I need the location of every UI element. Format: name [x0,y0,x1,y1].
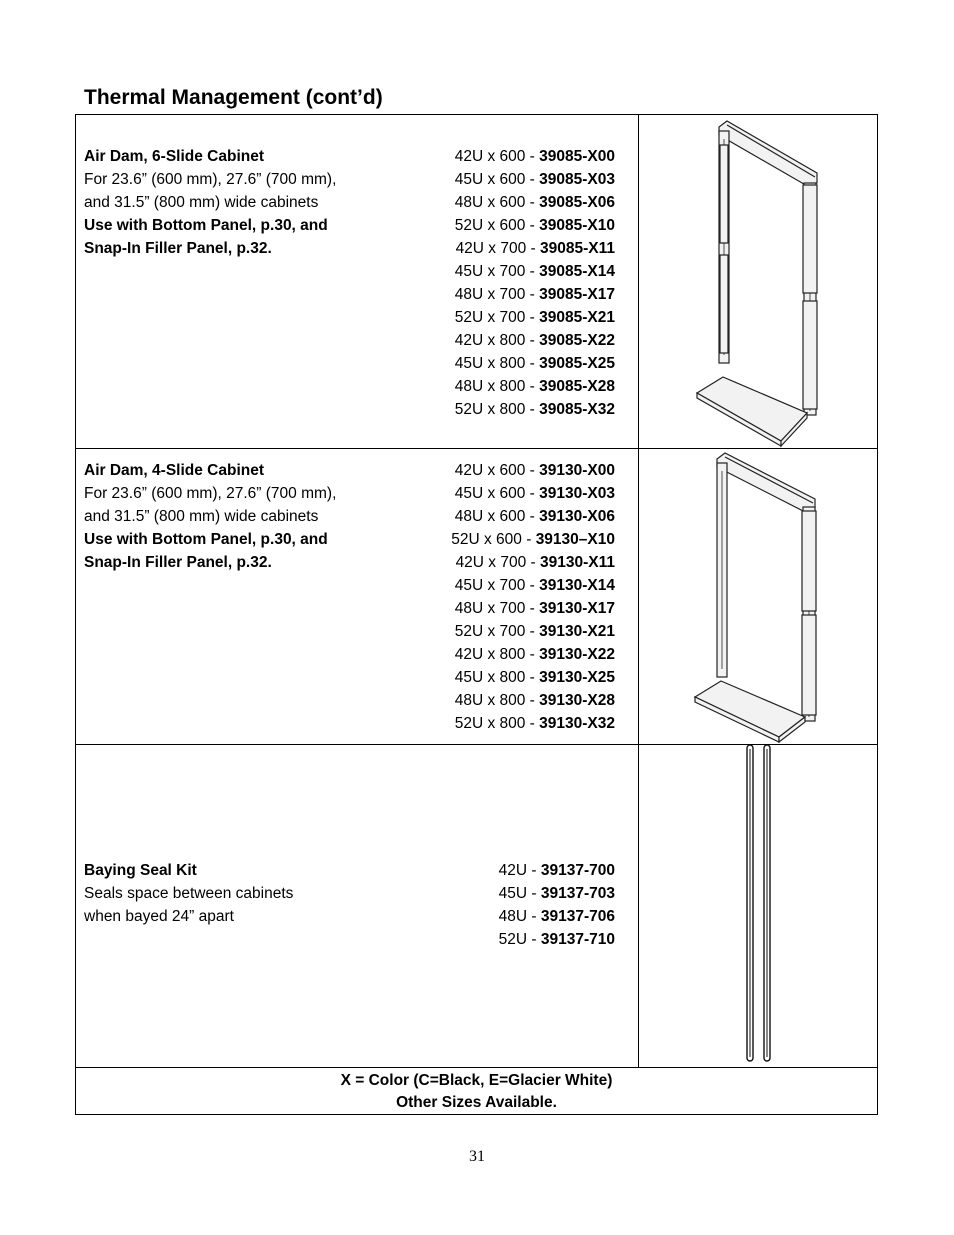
part-size: 45U x 600 - [454,171,540,188]
product-desc-line: and 31.5” (800 mm) wide cabinets [84,508,319,525]
product-description [84,859,293,928]
part-item [451,459,615,482]
product-description [84,459,336,574]
part-size: 52U - [498,931,541,948]
part-item [499,859,615,882]
part-item [455,145,615,168]
part-number: 39085-X32 [539,401,615,418]
part-size: 48U x 600 - [454,508,540,525]
part-item [451,620,615,643]
part-size: 42U x 600 - [454,462,540,479]
product-note-line: Use with Bottom Panel, p.30, and [84,531,328,548]
product-illustration-air-dam-4-slide [639,449,877,744]
part-item [455,191,615,214]
part-size: 45U x 700 - [454,263,540,280]
part-item [451,643,615,666]
part-item [451,666,615,689]
product-description [84,145,336,260]
product-desc-line: Seals space between cabinets [84,885,294,902]
part-number: 39130-X22 [539,646,615,663]
part-number: 39085-X11 [540,240,615,257]
product-desc-line: and 31.5” (800 mm) wide cabinets [84,194,319,211]
part-item [455,237,615,260]
part-item [451,712,615,735]
part-size: 45U x 800 - [454,669,540,686]
part-number: 39130-X32 [539,715,615,732]
part-item [455,375,615,398]
part-size: 42U x 600 - [454,148,540,165]
part-item [455,283,615,306]
part-number: 39085-X00 [539,148,615,165]
product-note-line: Use with Bottom Panel, p.30, and [84,217,328,234]
product-name: Air Dam, 6-Slide Cabinet [84,148,265,165]
product-name: Air Dam, 4-Slide Cabinet [84,462,265,479]
part-number: 39130-X17 [539,600,615,617]
part-item [451,528,615,551]
part-size: 52U x 600 - [451,531,536,548]
part-size: 42U x 800 - [454,332,540,349]
product-row-baying-seal-kit [76,745,877,1068]
part-size: 52U x 800 - [454,715,540,732]
part-item [499,905,615,928]
part-size: 48U x 700 - [454,600,540,617]
part-number: 39130–X10 [535,531,615,548]
product-note-line: Snap-In Filler Panel, p.32. [84,554,272,571]
part-number: 39130-X06 [539,508,615,525]
part-size: 52U x 700 - [454,623,540,640]
part-size: 48U x 800 - [454,692,540,709]
part-number: 39130-X11 [540,554,615,571]
part-item [451,551,615,574]
part-number: 39130-X28 [539,692,615,709]
part-item [455,398,615,421]
part-size: 52U x 600 - [454,217,540,234]
part-size: 52U x 800 - [454,401,540,418]
product-desc-line: when bayed 24” apart [84,908,234,925]
part-item [451,574,615,597]
part-item [451,689,615,712]
part-item [455,214,615,237]
table-footer [76,1068,877,1114]
part-item [455,306,615,329]
product-illustration-air-dam-6-slide [639,115,877,448]
part-item [455,352,615,375]
product-row-air-dam-6-slide [76,115,877,449]
part-item [451,597,615,620]
product-name: Baying Seal Kit [84,862,197,879]
part-number: 39085-X03 [539,171,615,188]
part-number: 39137-700 [540,862,615,879]
part-item [499,928,615,951]
part-size: 48U x 800 - [454,378,540,395]
page-title: Thermal Management (cont’d) [84,86,383,109]
product-desc-line: For 23.6” (600 mm), 27.6” (700 mm), [84,485,337,502]
product-desc-line: For 23.6” (600 mm), 27.6” (700 mm), [84,171,337,188]
part-item [451,482,615,505]
footer-sizes-note: Other Sizes Available. [396,1094,557,1111]
part-number: 39085-X14 [539,263,615,280]
part-number: 39085-X28 [539,378,615,395]
part-number: 39130-X00 [539,462,615,479]
part-number-list [451,459,615,735]
part-number: 39130-X03 [539,485,615,502]
part-size: 45U x 800 - [454,355,540,372]
part-size: 48U x 700 - [454,286,540,303]
page-number: 31 [469,1148,485,1165]
part-number: 39085-X17 [539,286,615,303]
part-size: 42U x 700 - [455,554,540,571]
product-note-line: Snap-In Filler Panel, p.32. [84,240,272,257]
part-item [455,260,615,283]
footer-color-note: X = Color (C=Black, E=Glacier White) [340,1072,613,1089]
part-size: 45U x 600 - [454,485,540,502]
part-number: 39085-X10 [539,217,615,234]
part-number: 39130-X25 [539,669,615,686]
part-number: 39130-X14 [539,577,615,594]
part-number: 39137-703 [540,885,615,902]
part-size: 42U x 700 - [455,240,540,257]
part-size: 52U x 700 - [454,309,540,326]
part-number: 39085-X21 [539,309,615,326]
part-size: 45U x 700 - [454,577,540,594]
part-item [451,505,615,528]
part-item [455,329,615,352]
part-number: 39137-710 [540,931,615,948]
product-illustration-baying-seal-kit [639,745,877,1067]
part-size: 48U - [498,908,541,925]
part-size: 42U - [498,862,541,879]
part-number: 39137-706 [540,908,615,925]
part-number: 39085-X06 [539,194,615,211]
part-size: 48U x 600 - [454,194,540,211]
part-number-list [455,145,615,421]
part-size: 42U x 800 - [454,646,540,663]
part-size: 45U - [498,885,541,902]
product-table [75,114,878,1115]
part-number: 39085-X25 [539,355,615,372]
product-row-air-dam-4-slide [76,449,877,745]
part-number: 39085-X22 [539,332,615,349]
part-number: 39130-X21 [539,623,615,640]
part-number-list [499,859,615,951]
part-item [455,168,615,191]
part-item [499,882,615,905]
